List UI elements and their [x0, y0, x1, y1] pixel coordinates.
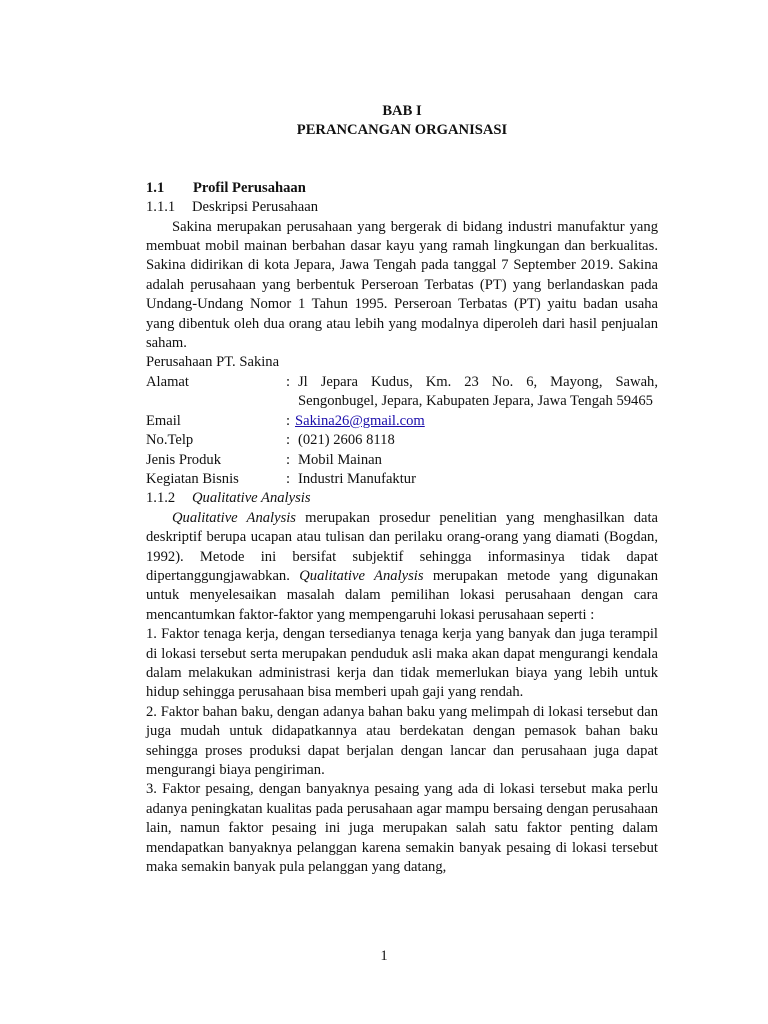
paragraph-qualitative: Qualitative Analysis merupakan prosedur penelitian yang menghasilkan data deskriptif berupa ucapan atau tulisan dan perilaku orang-orang yang diamati (Bogdan, 1992). Metode ini bersifat subjektif sehingga informasinya tidak dapat dipertanggungjawabkan. Qualitative Analysis merupakan metode yang digunakan untuk menyelesaikan masalah dalam pemilihan lokasi perusahaan dengan cara mencantumkan faktor-faktor yang mempengaruhi lokasi perusahaan seperti :	[146, 509, 659, 623]
info-row-email	[146, 412, 658, 431]
subsection-title-1: Deskripsi Perusahaan	[192, 199, 319, 216]
colon: :	[286, 451, 291, 468]
phone-label: No.Telp	[146, 432, 194, 449]
product-label: Jenis Produk	[146, 451, 221, 468]
company-name: Perusahaan PT. Sakina	[146, 354, 280, 371]
section-heading	[146, 179, 658, 198]
paragraph-description: Sakina merupakan perusahaan yang bergerak di bidang industri manufaktur yang membuat mobil mainan berbahan dasar kayu yang ramah lingkungan dan berkualitas. Sakina didirikan di kota Jepara, Jawa Tengah pada tanggal 7 September 2019. Sakina adalah perusahaan yang berbentuk Perseroan Terbatas (PT) yang berlandaskan pada Undang-Undang Nomor 1 Tahun 1995. Perseroan Terbatas (PT) yaitu badan usaha yang dibentuk oleh dua orang atau lebih yang modalnya diperoleh dari hasil penjualan saham.	[146, 218, 658, 352]
colon: :	[286, 432, 291, 449]
phone-value: (021) 2606 8118	[298, 432, 395, 449]
list-item: 3. Faktor pesaing, dengan banyaknya pesaing yang ada di lokasi tersebut maka perlu adanya peningkatan kualitas pada perusahaan agar mampu bersaing dengan perusahaan lain, namun faktor pesaing ini juga merupakan salah satu faktor penting dalam mendapatkan banyaknya pelanggan karena semakin banyak pesaing di lokasi tersebut maka semakin banyak pula pelanggan yang datang,	[146, 781, 658, 876]
subsection-number-2: 1.1.2	[146, 490, 176, 507]
info-row-address	[146, 373, 658, 412]
chapter-title: PERANCANGAN ORGANISASI	[296, 122, 508, 139]
chapter-number: BAB I	[382, 103, 422, 119]
product-value: Mobil Mainan	[298, 451, 382, 468]
list-item: 2. Faktor bahan baku, dengan adanya bahan baku yang melimpah di lokasi tersebut dan juga mudah untuk didapatkannya atau berdekatan dengan pemasok bahan baku sehingga proses produksi dapat berjalan dengan lancar dan perusahaan juga dapat mengurangi biaya pengiriman.	[146, 703, 658, 778]
info-row-business	[146, 470, 658, 489]
term-qualitative-analysis: Qualitative Analysis	[299, 567, 424, 584]
business-value: Industri Manufaktur	[298, 470, 416, 487]
colon: :	[286, 412, 291, 429]
email-label: Email	[146, 412, 181, 429]
business-label: Kegiatan Bisnis	[146, 470, 239, 487]
address-label: Alamat	[146, 373, 189, 390]
subsection-number-1: 1.1.1	[146, 199, 176, 216]
list-item: 1. Faktor tenaga kerja, dengan tersedianya tenaga kerja yang banyak dan juga terampil di lokasi tersebut serta merupakan penduduk asli maka akan dapat mengurangi kendala dalam melakukan administrasi kerja dan tidak memerlukan biaya yang lebih untuk hidup sehingga perusahaan bisa memberi upah gaji yang rendah.	[146, 626, 658, 701]
page-number: 1	[380, 948, 388, 964]
email-link[interactable]: Sakina26@gmail.com	[295, 412, 425, 429]
info-row-phone	[146, 431, 658, 450]
term-qualitative-analysis: Qualitative Analysis	[172, 509, 296, 526]
colon: :	[286, 470, 291, 487]
subsection-heading-2	[146, 489, 658, 508]
section-title: Profil Perusahaan	[193, 179, 306, 196]
subsection-heading-1	[146, 198, 658, 217]
address-value: Jl Jepara Kudus, Km. 23 No. 6, Mayong, Sawah, Sengonbugel, Jepara, Kabupaten Jepara, Jawa Tengah 59465	[298, 373, 658, 410]
section-number: 1.1	[146, 179, 165, 196]
document-page	[146, 102, 658, 877]
info-row-product	[146, 451, 658, 470]
colon: :	[286, 373, 291, 390]
subsection-title-2: Qualitative Analysis	[192, 490, 311, 507]
